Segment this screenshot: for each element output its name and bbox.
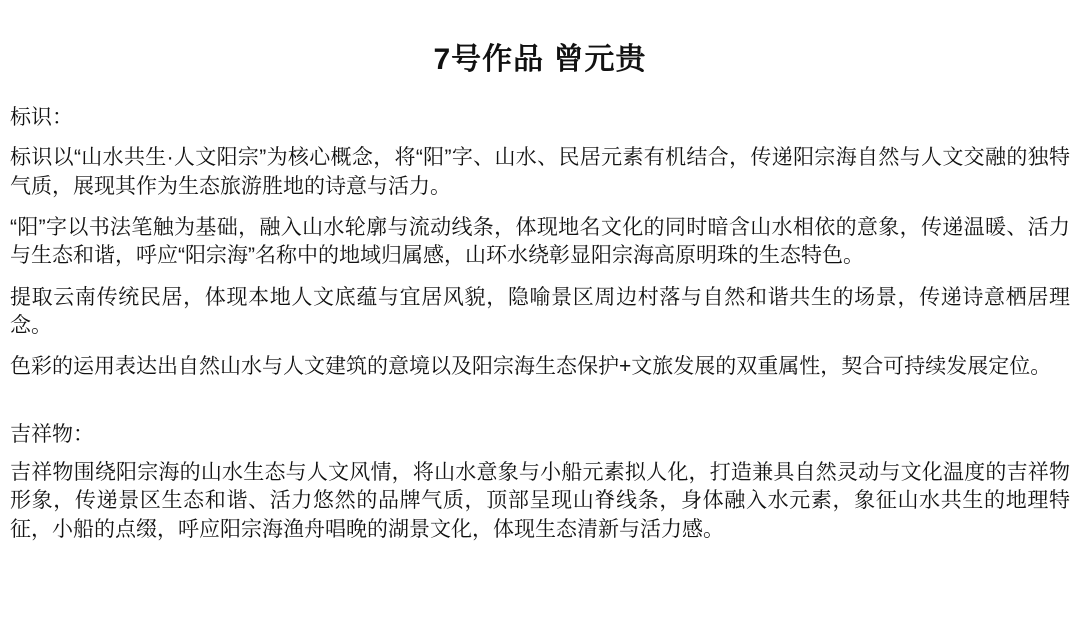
logo-paragraph-2: “阳”字以书法笔触为基础，融入山水轮廓与流动线条，体现地名文化的同时暗含山水相依的意象，传递温暖、活力与生态和谐，呼应“阳宗海”名称中的地域归属感，山环水绕彰显阳宗海高原明珠的生态特色。 xyxy=(10,216,1070,268)
logo-paragraph-3: 提取云南传统民居，体现本地人文底蕴与宜居风貌，隐喻景区周边村落与自然和谐共生的场景，传递诗意栖居理念。 xyxy=(10,285,1070,338)
mascot-paragraph-1: 吉祥物围绕阳宗海的山水生态与人文风情，将山水意象与小船元素拟人化，打造兼具自然灵动与文化温度的吉祥物形象，传递景区生态和谐、活力悠然的品牌气质，顶部呈现山脊线条，身体融入水元素，象征山水共生的地理特征，小船的点缀，呼应阳宗海渔舟唱晚的湖景文化，体现生态清新与活力感。 xyxy=(10,461,1070,541)
section-spacer xyxy=(10,395,1070,421)
document-page xyxy=(0,34,1080,641)
logo-section-label: 标识： xyxy=(10,106,73,129)
mascot-section-label: 吉祥物： xyxy=(10,422,94,446)
page-title: 7号作品 曾元贵 xyxy=(433,43,647,76)
logo-paragraph-1: 标识以“山水共生·人文阳宗”为核心概念，将“阳”字、山水、民居元素有机结合，传递阳宗海自然与人文交融的独特气质，展现其作为生态旅游胜地的诗意与活力。 xyxy=(10,146,1070,198)
logo-paragraph-4: 色彩的运用表达出自然山水与人文建筑的意境以及阳宗海生态保护+文旅发展的双重属性，契合可持续发展定位。 xyxy=(10,355,1052,379)
